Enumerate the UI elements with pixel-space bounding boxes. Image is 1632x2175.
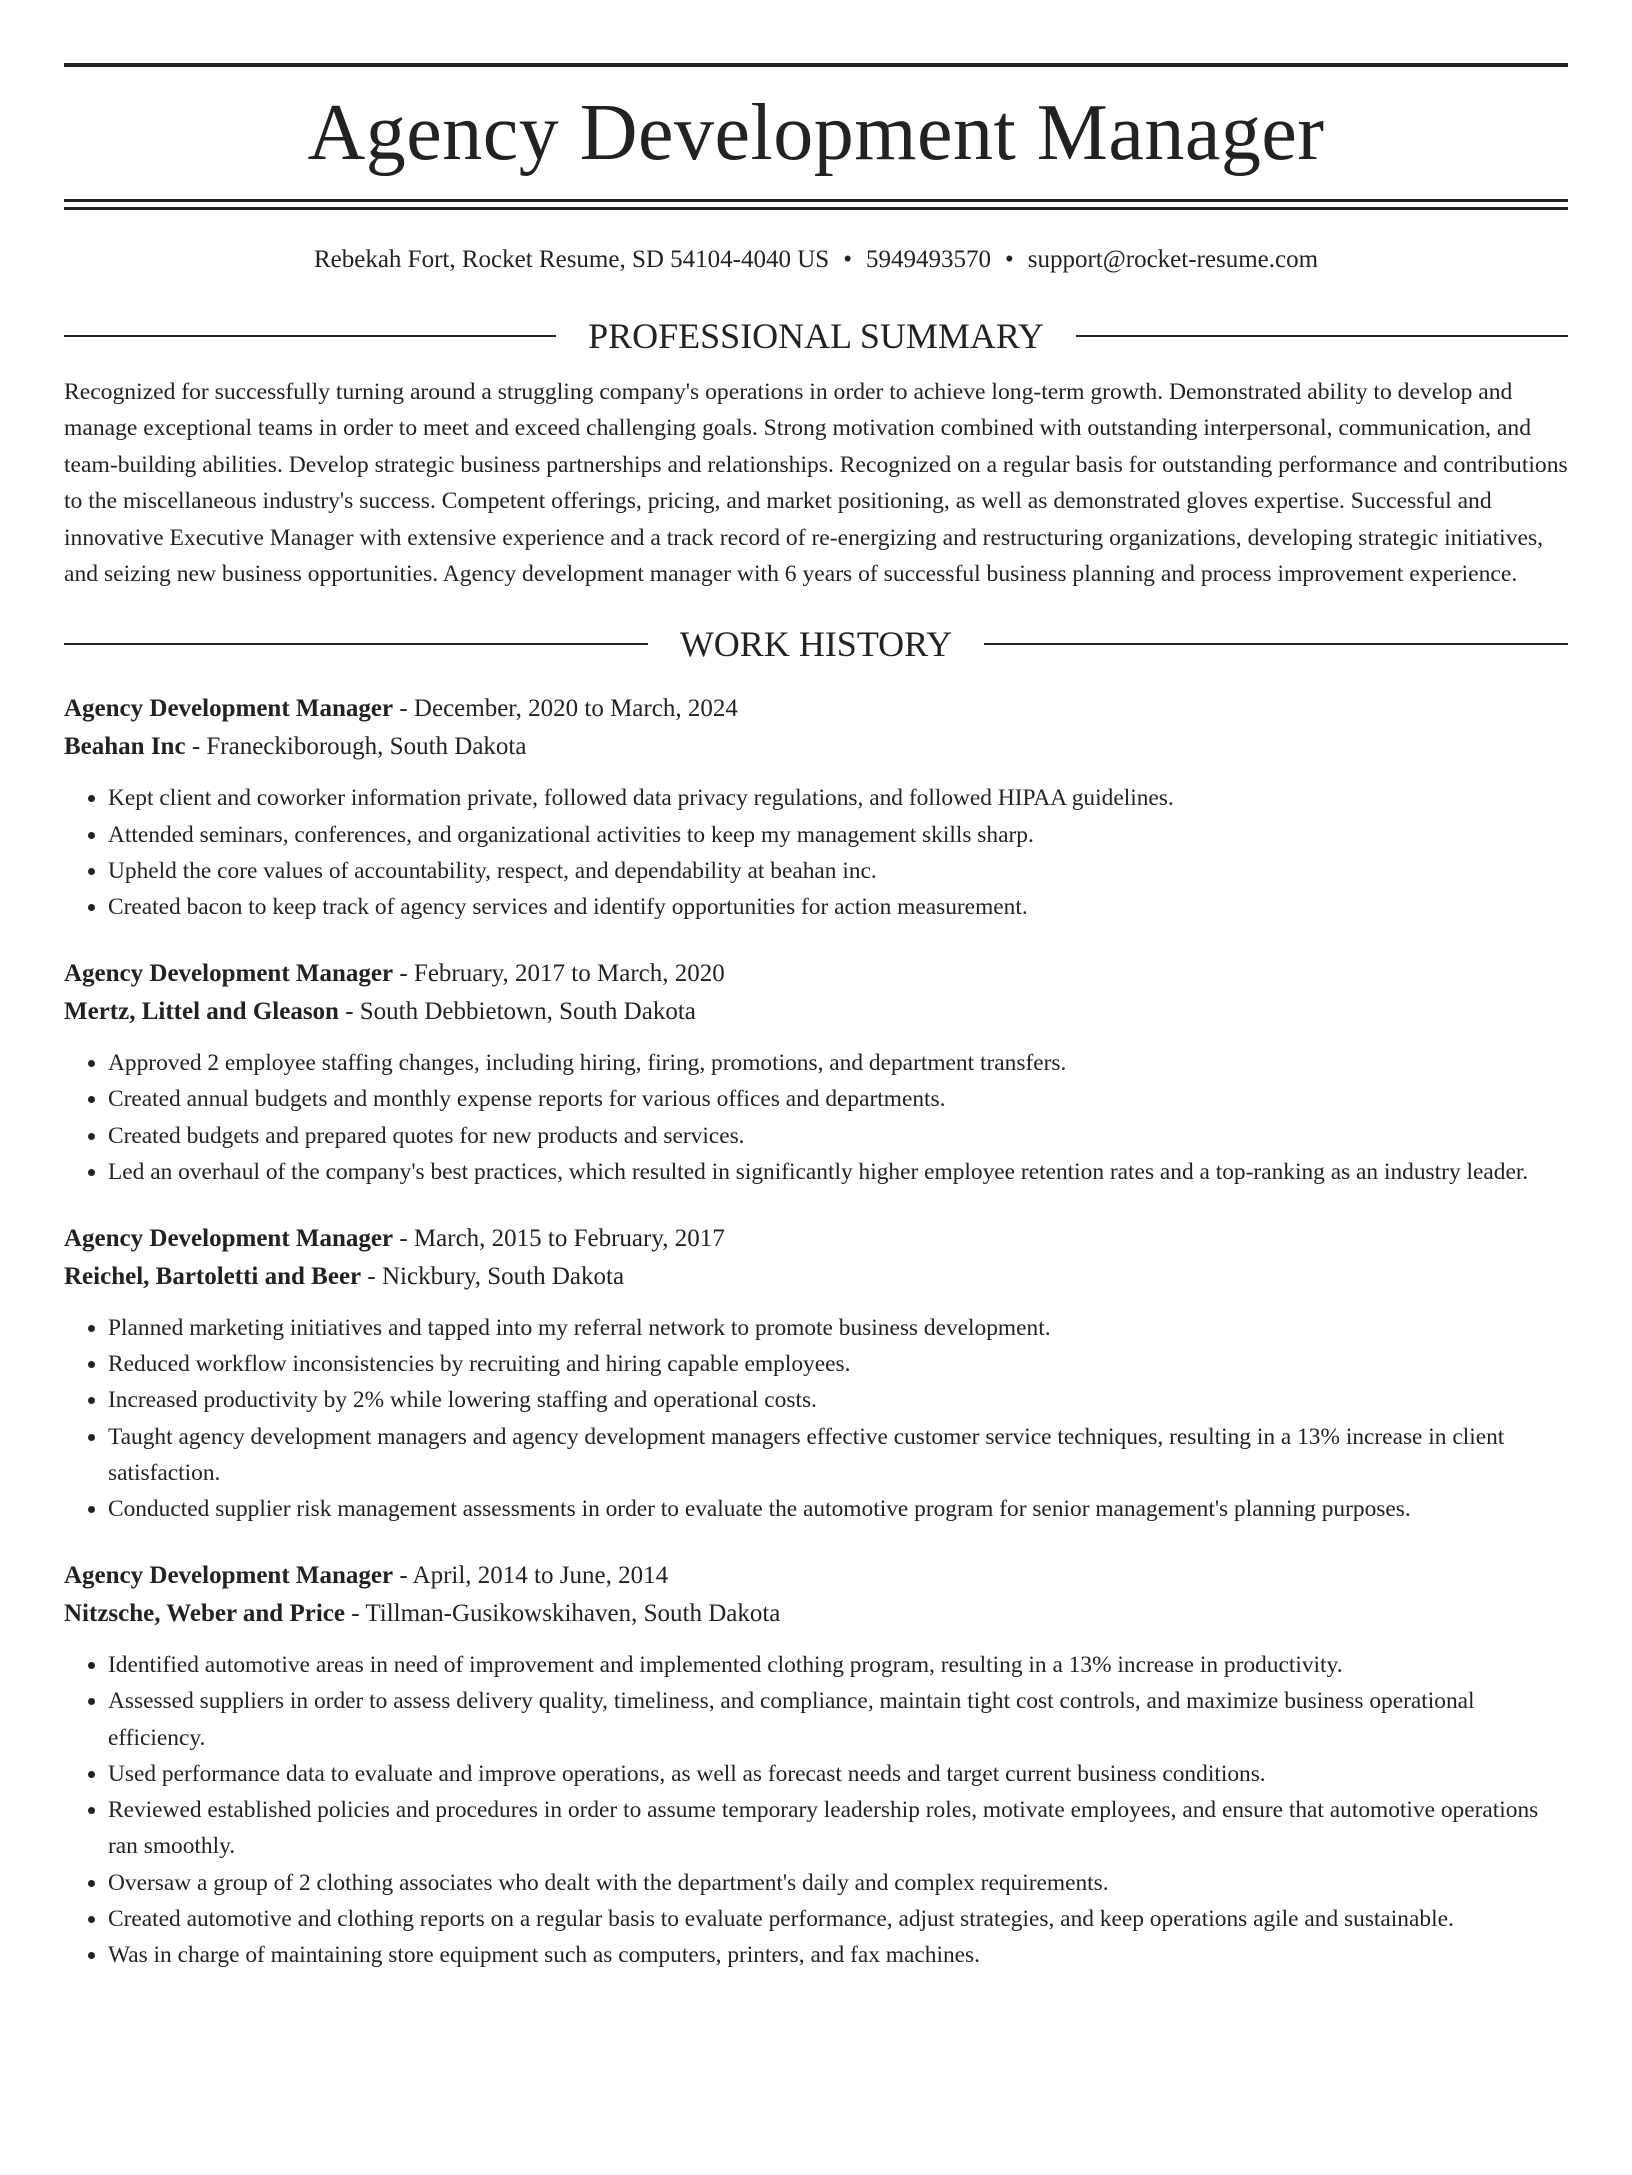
list-item: • Attended seminars, conferences, and organizational activities to keep my management skills sharp. [108,817,1568,853]
job-company-line [64,1258,1568,1296]
job-role: Agency Development Manager [64,1225,394,1253]
job-company-line [64,993,1568,1031]
list-item: • Increased productivity by 2% while lowering staffing and operational costs. [108,1382,1568,1418]
section-heading-work-history [64,622,1568,666]
list-item: • Reviewed established policies and procedures in order to assume temporary leadership roles, motivate employees, and ensure that automotive operations ran smoothly. [108,1792,1568,1864]
list-item: • Conducted supplier risk management assessments in order to evaluate the automotive program for senior management's planning purposes. [108,1491,1568,1527]
list-item: • Created bacon to keep track of agency services and identify opportunities for action measurement. [108,889,1568,925]
resume-page [0,63,1632,2175]
job-location: - Nickbury, South Dakota [361,1263,625,1291]
list-item: • Approved 2 employee staffing changes, including hiring, firing, promotions, and department transfers. [108,1045,1568,1081]
list-item: • Created annual budgets and monthly expense reports for various offices and departments. [108,1081,1568,1117]
contact-separator: • [1004,246,1014,273]
heading-rule-left [64,335,556,337]
job-entry [64,690,1568,925]
list-item: • Used performance data to evaluate and improve operations, as well as forecast needs and target current business conditions. [108,1756,1568,1792]
list-item: • Led an overhaul of the company's best practices, which resulted in significantly higher employee retention rates and a top-ranking as an industry leader. [108,1154,1568,1190]
job-dates: - December, 2020 to March, 2024 [393,695,738,723]
job-role: Agency Development Manager [64,1562,394,1590]
job-location: - Tillman-Gusikowskihaven, South Dakota [344,1600,781,1628]
job-company: Beahan Inc [64,733,186,761]
list-item: • Planned marketing initiatives and tapped into my referral network to promote business development. [108,1310,1568,1346]
job-title-line [64,690,1568,728]
list-item: • Identified automotive areas in need of improvement and implemented clothing program, resulting in a 13% increase in productivity. [108,1647,1568,1683]
job-company-line [64,1595,1568,1633]
job-bullet-list [64,1647,1568,1973]
job-company: Reichel, Bartoletti and Beer [64,1263,362,1291]
job-bullet-list [64,780,1568,925]
contact-separator: • [843,246,852,273]
contact-phone: 5949493570 [865,246,991,273]
job-role: Agency Development Manager [64,695,394,723]
list-item: • Was in charge of maintaining store equipment such as computers, printers, and fax machines. [108,1937,1568,1973]
section-title: WORK HISTORY [679,624,953,665]
job-company: Mertz, Littel and Gleason [64,998,339,1026]
job-dates: - April, 2014 to June, 2014 [393,1562,669,1590]
summary-text: Recognized for successfully turning around a struggling company's operations in order to achieve long-term growth. Demonstrated ability to develop and manage exceptional teams in order to meet and exceed challenging goals. Strong motivation combined with outstanding interpersonal, communication, and team-building abilities. Develop strategic business partnerships and relationships. Recognized on a regular basis for outstanding performance and contributions to the miscellaneous industry's success. Competent offerings, pricing, and market positioning, as well as demonstrated gloves expertise. Successful and innovative Executive Manager with extensive experience and a track record of re-energizing and restructuring organizations, developing strategic initiatives, and seizing new business opportunities. Agency development manager with 6 years of successful business planning and process improvement experience. [64,379,1568,588]
heading-rule-right [1076,335,1568,337]
page-title: Agency Development Manager [307,89,1325,177]
job-location: - South Debbietown, South Dakota [338,998,696,1026]
contact-email: support@rocket-resume.com [1027,246,1319,273]
job-company: Nitzsche, Weber and Price [64,1600,345,1628]
job-location: - Franeckiborough, South Dakota [185,733,527,761]
list-item: • Oversaw a group of 2 clothing associates who dealt with the department's daily and complex requirements. [108,1865,1568,1901]
list-item: • Assessed suppliers in order to assess delivery quality, timeliness, and compliance, maintain tight cost controls, and maximize business operational efficiency. [108,1683,1568,1755]
work-history-list [64,690,1568,1973]
heading-rule-left [64,643,648,645]
contact-line [64,244,1568,276]
list-item: • Kept client and coworker information private, followed data privacy regulations, and followed HIPAA guidelines. [108,780,1568,816]
top-rule [64,63,1568,67]
list-item: • Created automotive and clothing reports on a regular basis to evaluate performance, adjust strategies, and keep operations agile and sustainable. [108,1901,1568,1937]
list-item: • Upheld the core values of accountability, respect, and dependability at beahan inc. [108,853,1568,889]
section-title: PROFESSIONAL SUMMARY [588,316,1044,356]
title-double-rule [64,199,1568,210]
list-item: • Created budgets and prepared quotes for new products and services. [108,1118,1568,1154]
list-item: • Reduced workflow inconsistencies by recruiting and hiring capable employees. [108,1346,1568,1382]
job-title-line [64,955,1568,993]
job-entry [64,955,1568,1190]
job-entry [64,1557,1568,1973]
contact-address: Rebekah Fort, Rocket Resume, SD 54104-4040 US [313,246,830,273]
job-bullet-list [64,1310,1568,1527]
section-heading-summary [64,314,1568,358]
job-dates: - February, 2017 to March, 2020 [393,960,725,988]
heading-rule-right [984,643,1568,645]
job-bullet-list [64,1045,1568,1190]
job-dates: - March, 2015 to February, 2017 [393,1225,725,1253]
job-entry [64,1220,1568,1527]
job-title-line [64,1220,1568,1258]
job-title-line [64,1557,1568,1595]
list-item: • Taught agency development managers and agency development managers effective customer service techniques, resulting in a 13% increase in client satisfaction. [108,1419,1568,1491]
job-role: Agency Development Manager [64,960,394,988]
job-company-line [64,728,1568,766]
